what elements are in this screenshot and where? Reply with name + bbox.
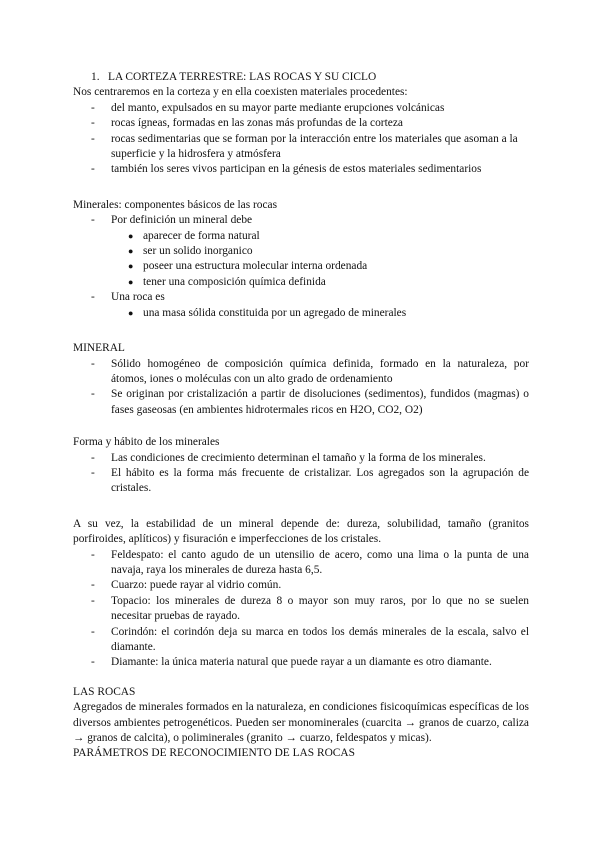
forma-heading: Forma y hábito de los minerales xyxy=(73,436,220,449)
dash-marker: - xyxy=(91,291,95,304)
dash-marker: - xyxy=(91,466,95,479)
estabilidad-paragraph: A su vez, la estabilidad de un mineral depende de: dureza, solubilidad, tamaño (granitos porfiroides, aplíticos) y fisuración e imperfecciones de los cristales. xyxy=(73,517,529,546)
bullet-marker: ● xyxy=(128,276,134,287)
list-item: - Cuarzo: puede rayar al vidrio común. xyxy=(73,578,529,593)
list-item: ● ser un solido inorganico xyxy=(73,244,529,259)
list-item: ● tener una composición química definida xyxy=(73,275,529,290)
list-item: ● poseer una estructura molecular interna ordenada xyxy=(73,259,529,274)
list-item: - El hábito es la forma más frecuente de cristalizar. Los agregados son la agrupación de cristales. xyxy=(91,466,529,495)
list-item: - Feldespato: el canto agudo de un utensilio de acero, como una lima o la punta de una navaja, raya los minerales de dureza hasta 6,5. xyxy=(91,548,529,576)
dash-marker: - xyxy=(91,579,95,592)
dash-marker: - xyxy=(91,548,95,561)
list-item: - Diamante: la única materia natural que puede rayar a un diamante es otro diamante. xyxy=(73,655,529,670)
dash-marker: - xyxy=(91,625,95,638)
dash-marker: - xyxy=(91,388,95,401)
list-item: - Se originan por cristalización a partir de disoluciones (sedimentos), fundidos (magmas) o fases gaseosas (en ambientes hidrotermales ricos en H2O, CO2, O2) xyxy=(91,388,529,416)
bullet-marker: ● xyxy=(128,261,134,272)
bullet-marker: ● xyxy=(128,230,134,241)
bullet-marker: ● xyxy=(128,246,134,257)
dash-marker: - xyxy=(91,656,95,669)
mineral-list xyxy=(73,357,529,419)
rocas-paragraph: Agregados de minerales formados en la naturaleza, en condiciones fisicoquímicas específicas de los diversos ambientes petrogenéticos. Pueden ser monominerales (cuarcita → granos de cuarzo, caliza → granos de calcita), o poliminerales (granito → cuarzo, feldespatos y micas). xyxy=(73,701,529,745)
list-item: - del manto, expulsados en su mayor parte mediante erupciones volcánicas xyxy=(73,101,529,116)
origin-list xyxy=(73,101,529,178)
list-item: - rocas ígneas, formadas en las zonas más profundas de la corteza xyxy=(73,116,529,131)
hardness-list xyxy=(73,548,529,671)
bullet-marker: ● xyxy=(128,307,134,318)
roca-sublist xyxy=(73,306,529,321)
dash-marker: - xyxy=(91,451,95,464)
document-body xyxy=(73,70,529,762)
list-item: - Sólido homogéneo de composición química definida, formado en la naturaleza, por átomos, iones o moléculas con un alto grado de ordenamiento xyxy=(91,357,529,385)
list-item: - Por definición un mineral debe xyxy=(73,213,529,228)
dash-marker: - xyxy=(91,163,95,176)
section-title-text: LA CORTEZA TERRESTRE: LAS ROCAS Y SU CICLO xyxy=(108,71,377,83)
section-intro: Nos centraremos en la corteza y en ella coexisten materiales procedentes: xyxy=(73,86,408,99)
roca-list xyxy=(73,290,529,305)
list-item: - Corindón: el corindón deja su marca en todos los demás minerales de la escala, salvo el diamante. xyxy=(91,625,529,653)
mineral-heading: MINERAL xyxy=(73,342,125,355)
dash-marker: - xyxy=(91,357,95,370)
list-item: ● una masa sólida constituida por un agregado de minerales xyxy=(73,306,529,321)
minerales-heading: Minerales: componentes básicos de las rocas xyxy=(73,198,278,211)
dash-marker: - xyxy=(91,101,95,114)
dash-marker: - xyxy=(91,594,95,607)
list-item: - rocas sedimentarias que se forman por la interacción entre los materiales que asoman a la superficie y la hidrosfera y atmósfera xyxy=(91,132,518,161)
list-item: - también los seres vivos participan en la génesis de estos materiales sedimentarios xyxy=(73,162,529,177)
definition-sublist xyxy=(73,229,529,291)
definition-list xyxy=(73,213,529,228)
list-item: - Una roca es xyxy=(73,290,529,305)
section-title xyxy=(73,70,529,85)
dash-marker: - xyxy=(91,132,95,145)
list-item: - Topacio: los minerales de dureza 8 o mayor son muy raros, por lo que no se suelen necesitar pruebas de rayado. xyxy=(91,594,529,623)
dash-marker: - xyxy=(91,117,95,130)
list-item: ● aparecer de forma natural xyxy=(73,229,529,244)
rocas-heading: LAS ROCAS xyxy=(73,685,136,698)
forma-list xyxy=(73,451,529,497)
dash-marker: - xyxy=(91,214,95,227)
section-number: 1. xyxy=(91,71,100,83)
list-item: - Las condiciones de crecimiento determinan el tamaño y la forma de los minerales. xyxy=(73,451,529,466)
parametros-heading: PARÁMETROS DE RECONOCIMIENTO DE LAS ROCAS xyxy=(73,747,355,760)
